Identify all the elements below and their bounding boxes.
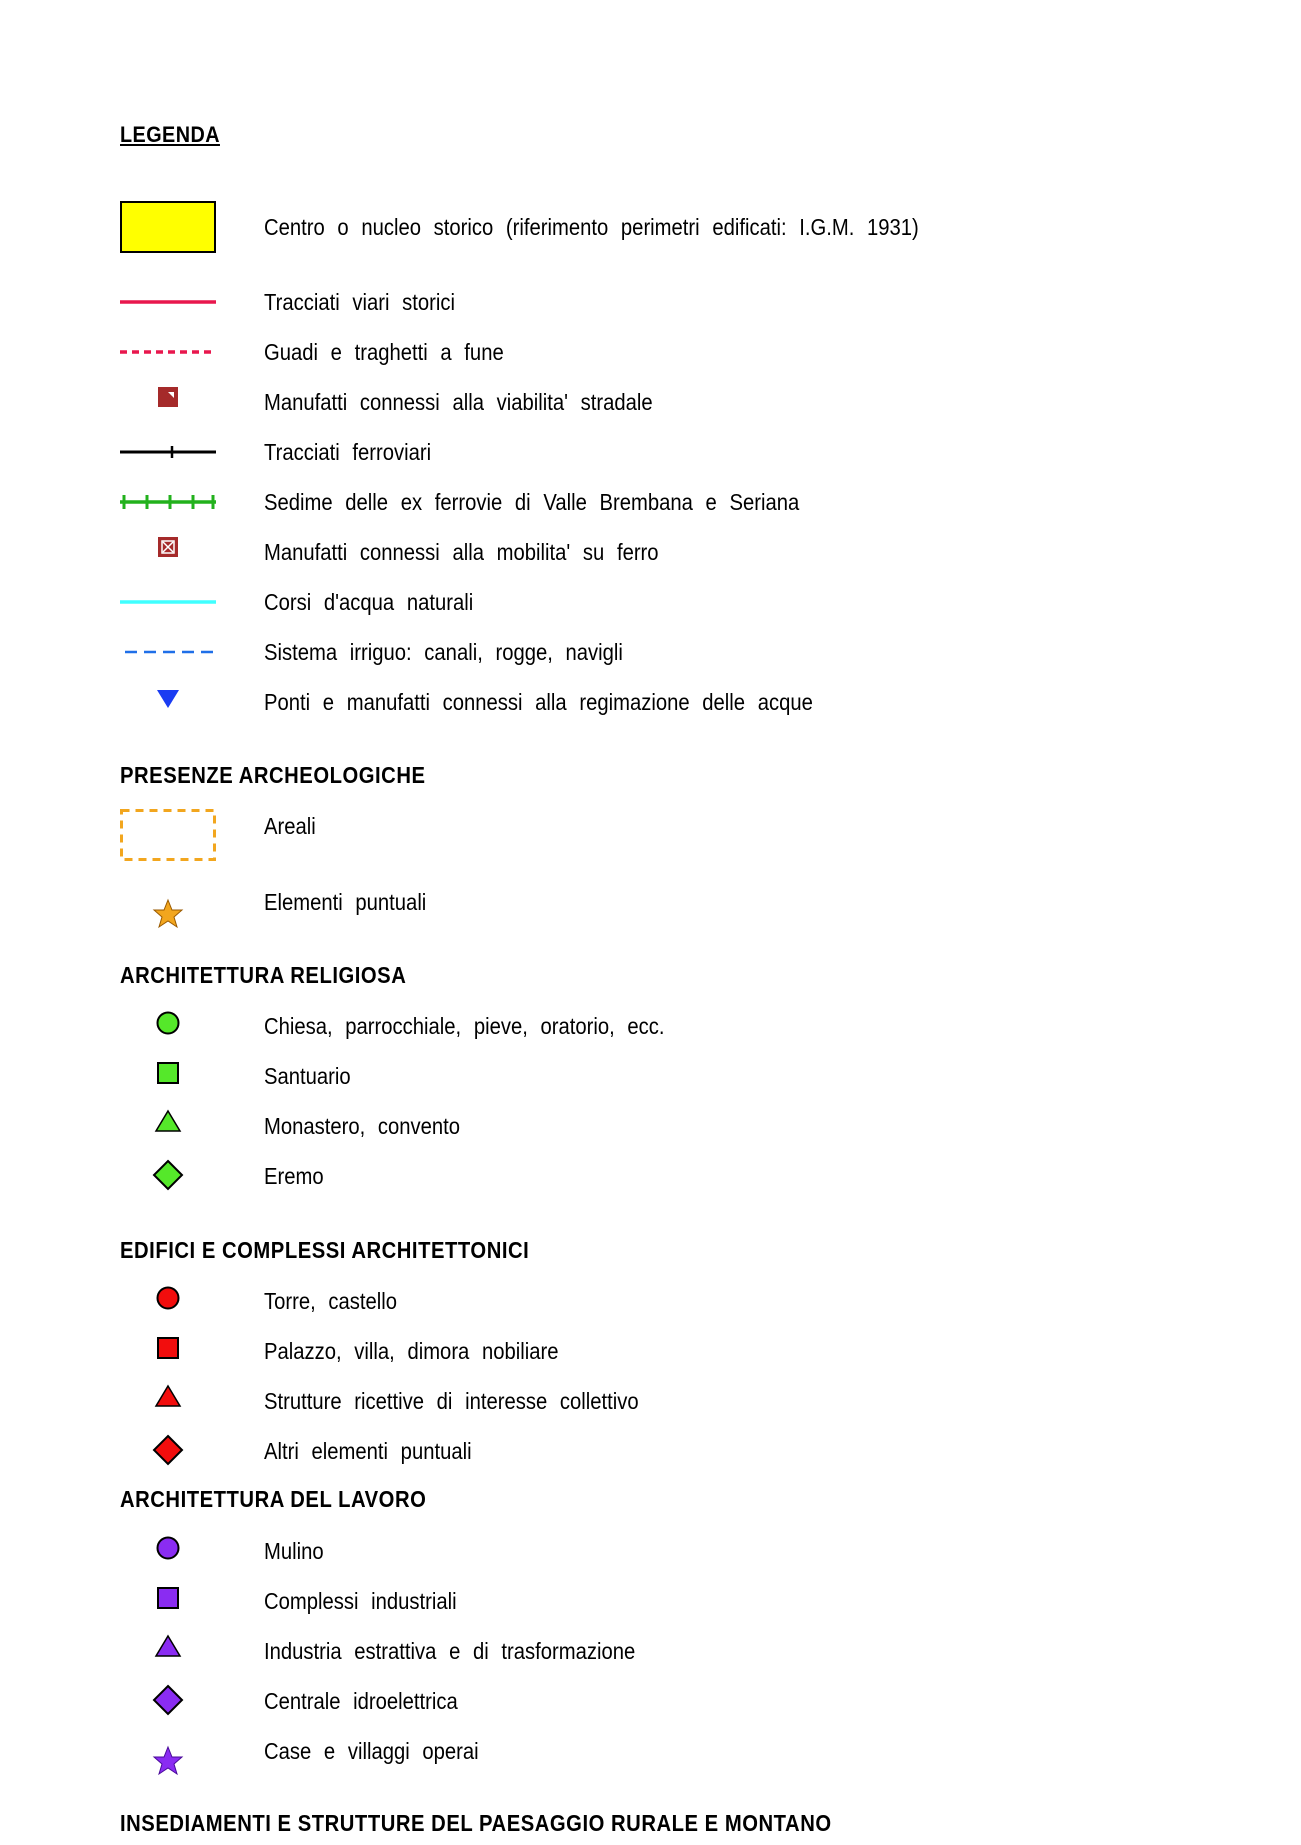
legend-label-complessi: Complessi industriali	[264, 1588, 457, 1614]
black-rail-line-icon	[115, 432, 221, 472]
legend-label-case: Case e villaggi operai	[264, 1738, 479, 1764]
legend-row-centrale	[0, 1681, 1301, 1721]
cyan-line-icon	[115, 582, 221, 622]
purple-triangle-icon	[115, 1631, 221, 1661]
legend-label-elementi-puntuali: Elementi puntuali	[264, 889, 427, 915]
green-diamond-icon	[115, 1156, 221, 1194]
legend-label-eremo: Eremo	[264, 1163, 324, 1189]
legend-row-sedime	[0, 482, 1301, 522]
legend-label-strutture: Strutture ricettive di interesse collettivo	[264, 1388, 639, 1414]
legend-label-corsi-acqua: Corsi d'acqua naturali	[264, 589, 474, 615]
legend-row-corsi-acqua	[0, 582, 1301, 622]
legend-label-chiesa: Chiesa, parrocchiale, pieve, oratorio, ecc.	[264, 1013, 665, 1039]
legend-label-industria: Industria estrattiva e di trasformazione	[264, 1638, 636, 1664]
purple-diamond-icon	[115, 1681, 221, 1719]
section-title-religiosa: ARCHITETTURA RELIGIOSA	[120, 962, 407, 988]
legend-row-manufatti-strada	[0, 382, 1301, 422]
legend-row-mulino	[0, 1531, 1301, 1571]
legend-row-elementi-puntuali	[0, 882, 1301, 922]
legend-label-tracciati-viari: Tracciati viari storici	[264, 289, 456, 315]
section-title-edifici: EDIFICI E COMPLESSI ARCHITETTONICI	[120, 1237, 530, 1263]
red-square-icon	[115, 1331, 221, 1365]
red-solid-line-icon	[115, 282, 221, 322]
legend-label-centro: Centro o nucleo storico (riferimento perimetri edificati: I.G.M. 1931)	[264, 214, 919, 240]
legend-row-chiesa	[0, 1006, 1301, 1046]
legend-row-eremo	[0, 1156, 1301, 1196]
legend-row-industria	[0, 1631, 1301, 1671]
legend-label-ponti: Ponti e manufatti connessi alla regimazione delle acque	[264, 689, 813, 715]
legend-label-palazzo: Palazzo, villa, dimora nobiliare	[264, 1338, 559, 1364]
section-title-rurale: INSEDIAMENTI E STRUTTURE DEL PAESAGGIO RURALE E MONTANO	[120, 1810, 832, 1836]
legend-title: LEGENDA	[120, 122, 220, 147]
legend-row-sistema-irriguo	[0, 632, 1301, 672]
red-triangle-icon	[115, 1381, 221, 1411]
legend-label-manufatti-strada: Manufatti connessi alla viabilita' stradale	[264, 389, 653, 415]
legend-row-strutture	[0, 1381, 1301, 1421]
legend-row-case	[0, 1731, 1301, 1771]
brown-square-cross-icon	[115, 532, 221, 562]
orange-dashed-rectangle-icon	[115, 806, 221, 864]
yellow-rectangle-icon	[115, 207, 221, 247]
green-circle-icon	[115, 1006, 221, 1040]
legend-row-tracciati-viari	[0, 282, 1301, 322]
green-triangle-icon	[115, 1106, 221, 1136]
legend-row-monastero	[0, 1106, 1301, 1146]
legend-row-santuario	[0, 1056, 1301, 1096]
legend-row-torre	[0, 1281, 1301, 1321]
legend-label-sistema-irriguo: Sistema irriguo: canali, rogge, navigli	[264, 639, 623, 665]
legend-label-areali: Areali	[264, 813, 316, 839]
legend-label-altri: Altri elementi puntuali	[264, 1438, 472, 1464]
legend-label-mulino: Mulino	[264, 1538, 324, 1564]
legend-row-tracciati-ferroviari	[0, 432, 1301, 472]
red-dashed-line-icon	[115, 332, 221, 372]
legend-row-centro-storico	[0, 207, 1301, 247]
section-title-lavoro: ARCHITETTURA DEL LAVORO	[120, 1486, 427, 1512]
purple-circle-icon	[115, 1531, 221, 1565]
legend-label-sedime: Sedime delle ex ferrovie di Valle Brembana e Seriana	[264, 489, 800, 515]
legend-row-ponti	[0, 682, 1301, 722]
purple-star-icon	[115, 1741, 221, 1781]
legend-label-manufatti-ferro: Manufatti connessi alla mobilita' su ferro	[264, 539, 659, 565]
section-title-archeo: PRESENZE ARCHEOLOGICHE	[120, 762, 426, 788]
legend-row-palazzo	[0, 1331, 1301, 1371]
legend-row-manufatti-ferro	[0, 532, 1301, 572]
legend-label-guadi: Guadi e traghetti a fune	[264, 339, 504, 365]
legend-label-tracciati-ferroviari: Tracciati ferroviari	[264, 439, 432, 465]
legend-label-torre: Torre, castello	[264, 1288, 398, 1314]
blue-dashed-line-icon	[115, 632, 221, 672]
red-circle-icon	[115, 1281, 221, 1315]
legend-row-guadi	[0, 332, 1301, 372]
legend-row-complessi	[0, 1581, 1301, 1621]
green-rail-line-icon	[115, 482, 221, 522]
legend-label-monastero: Monastero, convento	[264, 1113, 461, 1139]
legend-row-altri	[0, 1431, 1301, 1471]
legend-label-santuario: Santuario	[264, 1063, 351, 1089]
orange-star-icon	[115, 894, 221, 934]
green-square-icon	[115, 1056, 221, 1090]
red-diamond-icon	[115, 1431, 221, 1469]
legend-label-centrale: Centrale idroelettrica	[264, 1688, 458, 1714]
purple-square-icon	[115, 1581, 221, 1615]
brown-square-corner-icon	[115, 382, 221, 412]
legend-row-areali	[0, 806, 1301, 846]
blue-down-triangle-icon	[115, 682, 221, 716]
